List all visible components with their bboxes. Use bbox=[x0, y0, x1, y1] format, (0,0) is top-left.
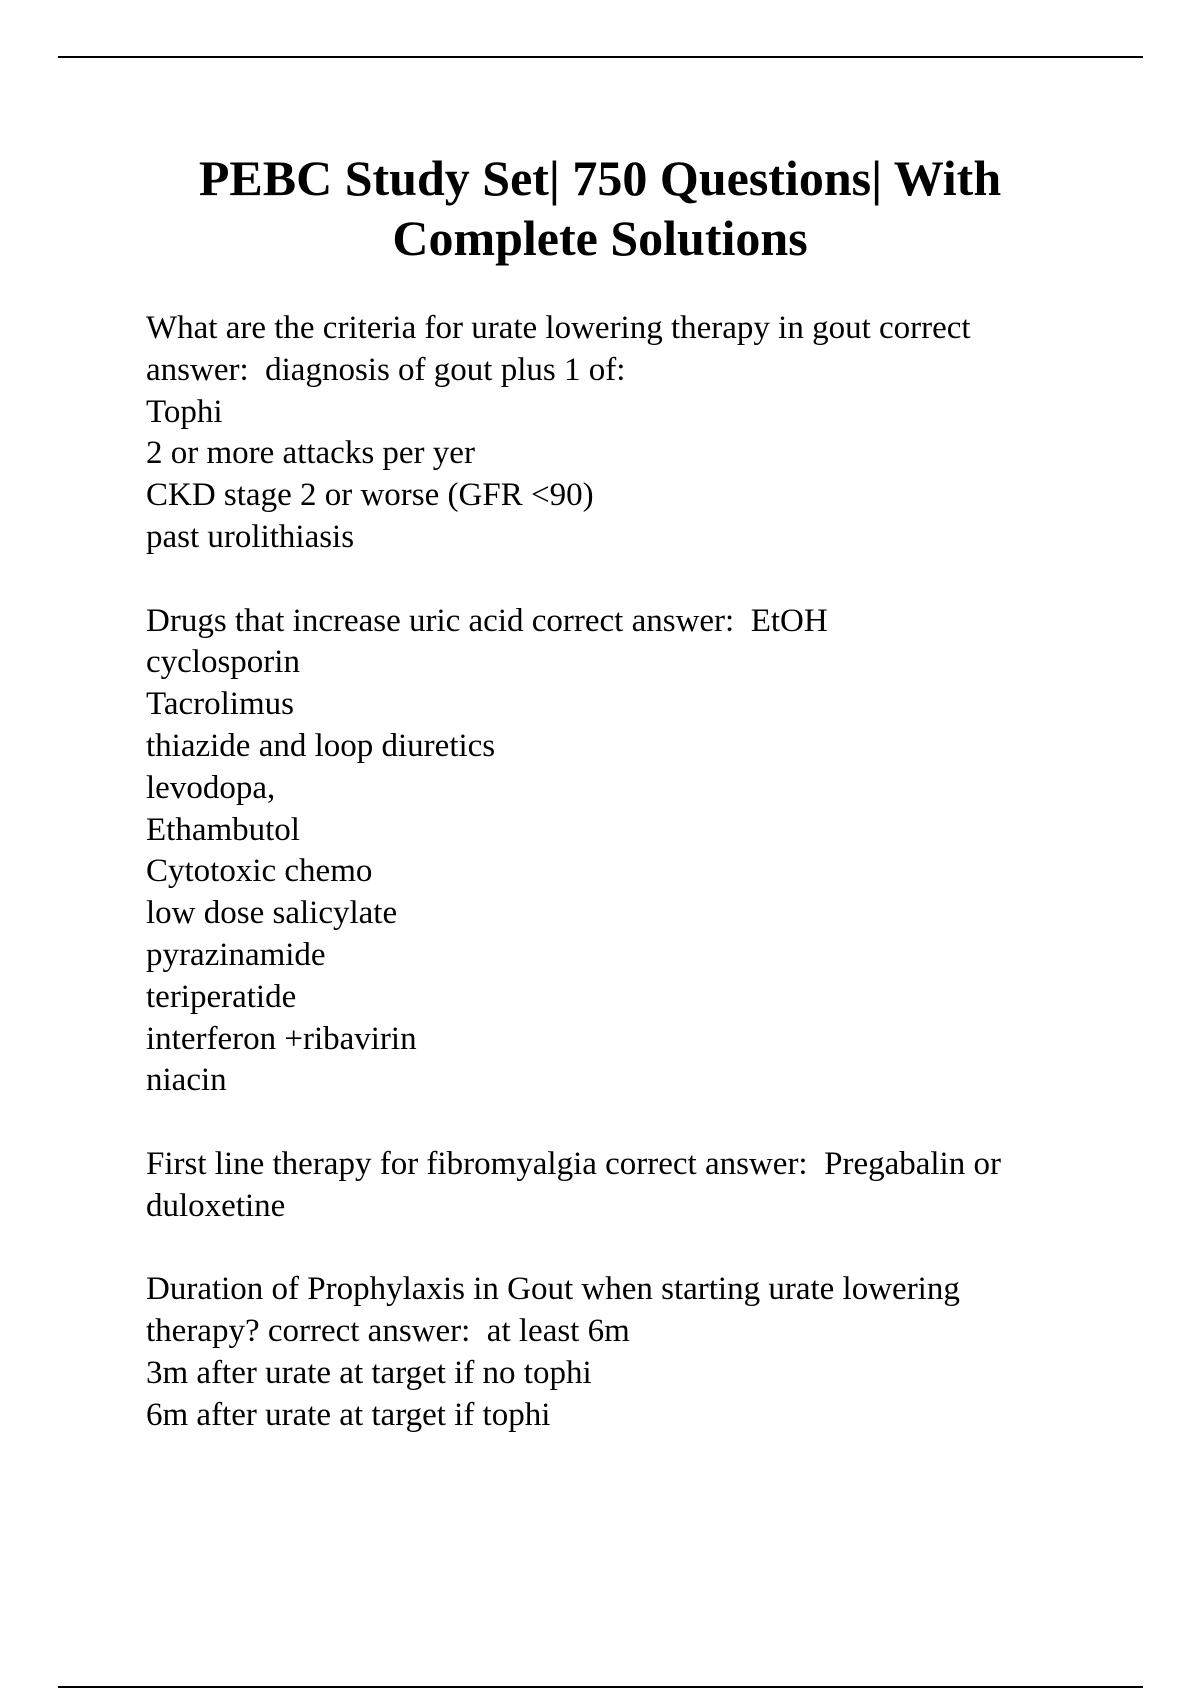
qa-line: Duration of Prophylaxis in Gout when starting urate lowering bbox=[146, 1271, 960, 1308]
qa-line: Drugs that increase uric acid correct answer: EtOH bbox=[146, 602, 828, 639]
qa-line: 6m after urate at target if tophi bbox=[146, 1396, 551, 1433]
title-line: Complete Solutions bbox=[392, 210, 808, 266]
qa-line: interferon +ribavirin bbox=[146, 1020, 417, 1057]
qa-line: niacin bbox=[146, 1062, 227, 1099]
header-rule bbox=[58, 56, 1143, 58]
qa-line: levodopa, bbox=[146, 769, 276, 806]
qa-line: thiazide and loop diuretics bbox=[146, 727, 496, 764]
qa-line: pyrazinamide bbox=[146, 936, 326, 973]
qa-line: cyclosporin bbox=[146, 644, 300, 681]
qa-line: teriperatide bbox=[146, 978, 297, 1015]
document-title bbox=[60, 148, 1140, 268]
title-line: PEBC Study Set| 750 Questions| With bbox=[198, 150, 1002, 206]
qa-block bbox=[146, 601, 1106, 1103]
qa-line: Tacrolimus bbox=[146, 686, 294, 723]
qa-line: past urolithiasis bbox=[146, 518, 355, 555]
qa-line: duloxetine bbox=[146, 1187, 286, 1224]
qa-line: What are the criteria for urate lowering therapy in gout correct bbox=[146, 310, 971, 346]
qa-line: 2 or more attacks per yer bbox=[146, 435, 475, 472]
qa-line: Cytotoxic chemo bbox=[146, 853, 373, 890]
qa-line: Tophi bbox=[146, 393, 223, 430]
qa-line: CKD stage 2 or worse (GFR <90) bbox=[146, 477, 594, 514]
qa-line: 3m after urate at target if no tophi bbox=[146, 1354, 592, 1391]
qa-block bbox=[146, 308, 1106, 559]
qa-block bbox=[146, 1269, 1106, 1436]
document-body bbox=[146, 308, 1106, 1478]
qa-line: therapy? correct answer: at least 6m bbox=[146, 1313, 630, 1350]
qa-block bbox=[146, 1144, 1106, 1228]
qa-line: Ethambutol bbox=[146, 811, 300, 848]
footer-rule bbox=[58, 1686, 1143, 1688]
qa-line: low dose salicylate bbox=[146, 895, 398, 932]
qa-line: First line therapy for fibromyalgia correct answer: Pregabalin or bbox=[146, 1145, 1001, 1182]
qa-line: answer: diagnosis of gout plus 1 of: bbox=[146, 351, 626, 388]
